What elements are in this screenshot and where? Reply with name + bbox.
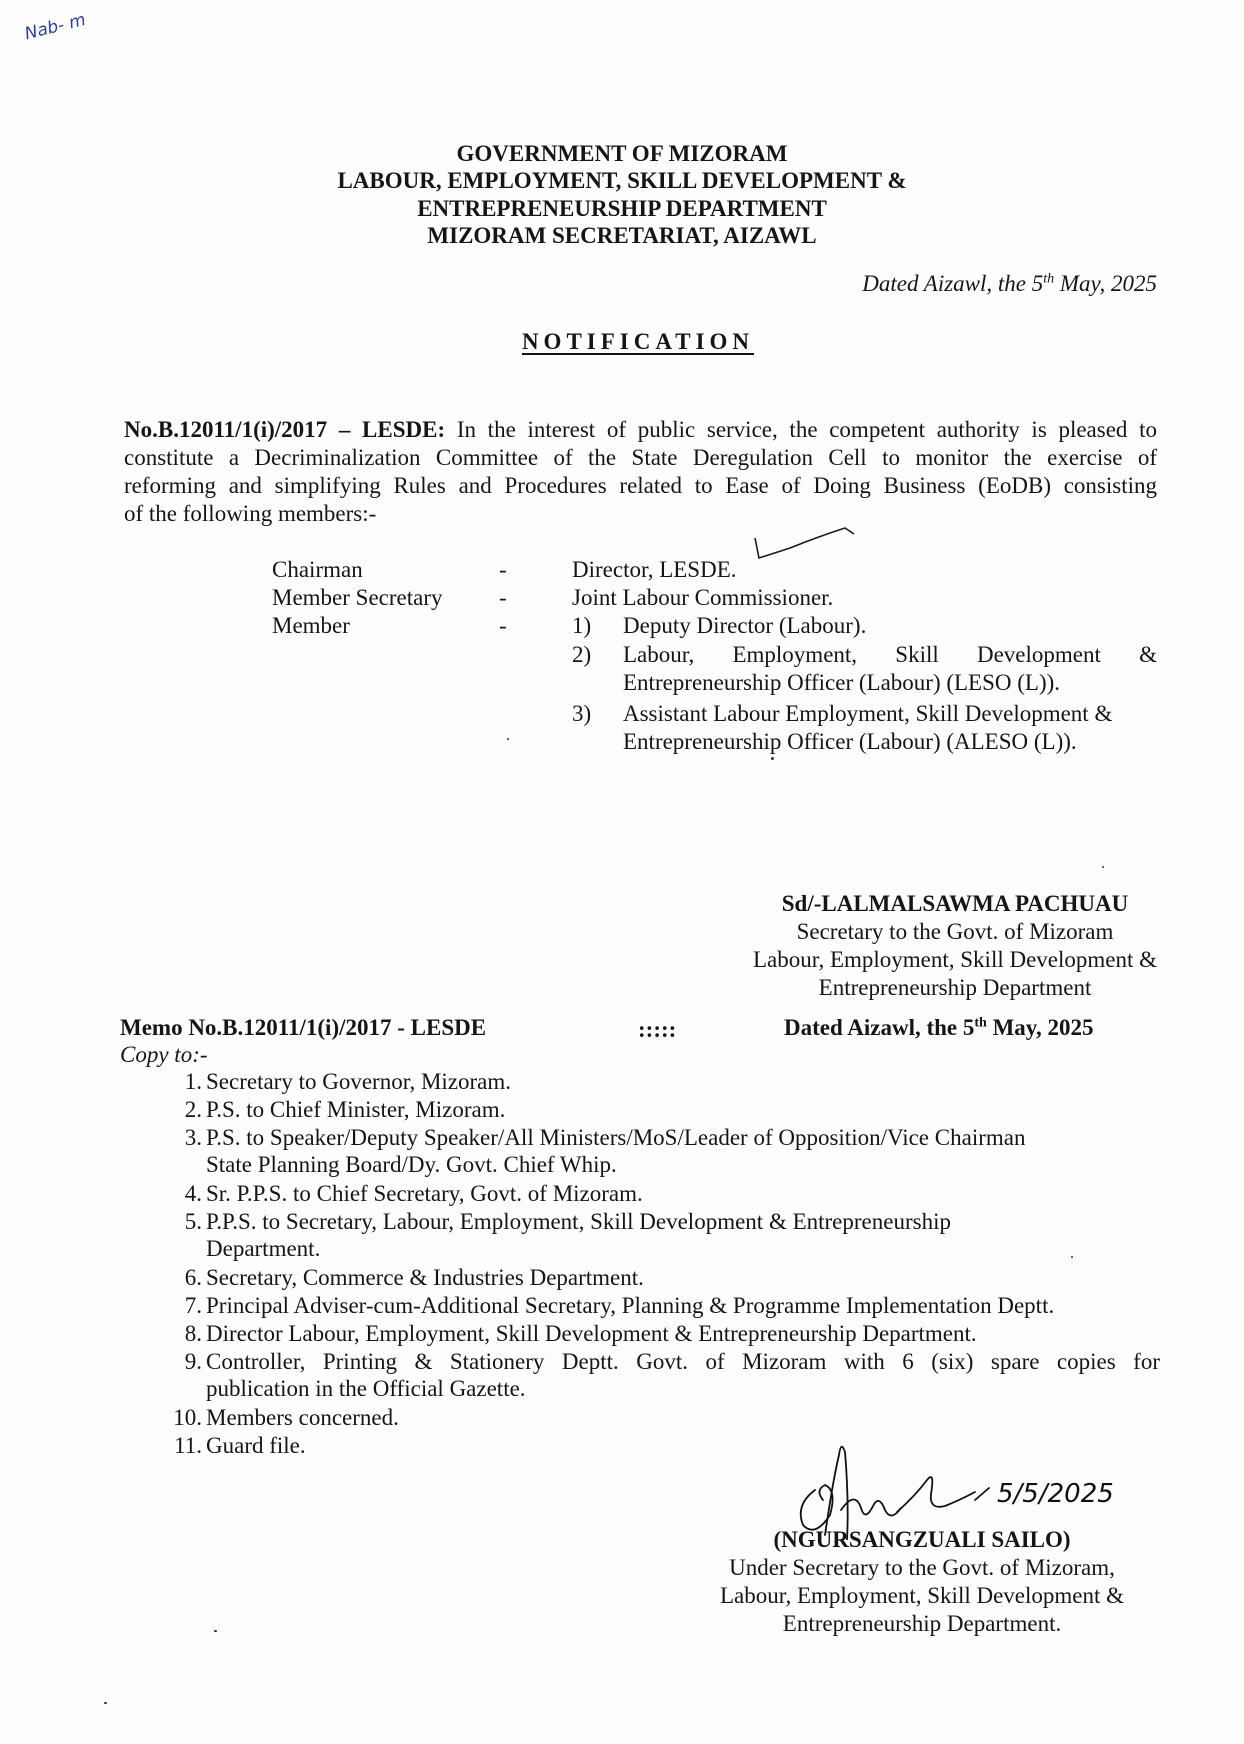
signatory1-designation: Secretary to the Govt. of Mizoram <box>796 919 1114 944</box>
notification-paragraph-line2: constitute a Decriminalization Committee of the State Deregulation Cell to monitor the exercise of <box>124 445 1157 470</box>
member-item-3-line1: Assistant Labour Employment, Skill Development & <box>623 701 1113 726</box>
notification-title: NOTIFICATION <box>521 329 755 354</box>
member-role: Member <box>272 613 350 638</box>
chairman-dash: - <box>499 557 507 582</box>
member-item-3-line2: Entrepreneurship Officer (Labour) (ALESO (L)). <box>623 729 1077 754</box>
member-item-2-line1: Labour, Employment, Skill Development & <box>623 642 1157 667</box>
member-secretary-value: Joint Labour Commissioner. <box>572 585 834 610</box>
member-secretary-role: Member Secretary <box>272 585 443 610</box>
handwritten-signature <box>775 1430 1125 1540</box>
copy-list-item-text: Director Labour, Employment, Skill Development & Entrepreneurship Department. <box>206 1321 977 1346</box>
date-suffix: May, 2025 <box>1054 271 1157 296</box>
memo-date-suffix: May, 2025 <box>986 1015 1094 1040</box>
copy-list-item-text-continued: State Planning Board/Dy. Govt. Chief Whip. <box>206 1152 617 1177</box>
signature-date: 5/5/2025 <box>997 1479 1114 1509</box>
notification-date <box>700 270 1157 297</box>
chairman-role: Chairman <box>272 557 363 582</box>
scan-speck <box>507 738 509 740</box>
handwritten-margin-note: Nab- m <box>22 9 88 45</box>
copy-list-item-number: 6. <box>184 1265 202 1290</box>
copy-list-item-text: Principal Adviser-cum-Additional Secretary, Planning & Programme Implementation Deptt. <box>206 1293 1055 1318</box>
copy-list-item-text: Secretary, Commerce & Industries Department. <box>206 1265 644 1290</box>
copy-list-item-number: 11. <box>174 1433 202 1458</box>
signatory2-designation: Under Secretary to the Govt. of Mizoram, <box>729 1555 1115 1580</box>
header-secretariat: MIZORAM SECRETARIAT, AIZAWL <box>427 223 817 248</box>
signatory1-name: Sd/-LALMALSAWMA PACHUAU <box>781 891 1129 916</box>
copy-list-item-text: P.P.S. to Secretary, Labour, Employment, Skill Development & Entrepreneurship <box>206 1209 951 1234</box>
signatory2-name: (NGURSANGZUALI SAILO) <box>773 1527 1071 1552</box>
header-department-line2: ENTREPRENEURSHIP DEPARTMENT <box>417 196 827 221</box>
copy-list-item-text: Controller, Printing & Stationery Deptt. Govt. of Mizoram with 6 (six) spare copies for <box>206 1349 1160 1374</box>
header-department-line1: LABOUR, EMPLOYMENT, SKILL DEVELOPMENT & <box>337 168 907 193</box>
scan-speck <box>104 1702 107 1704</box>
member-item-2-num: 2) <box>572 642 592 667</box>
copy-list-item-number: 9. <box>184 1349 202 1374</box>
copy-list-item-number: 7. <box>184 1293 202 1318</box>
notification-text-line1: In the interest of public service, the competent authority is pleased to <box>456 417 1157 442</box>
memo-date <box>784 1014 1094 1041</box>
member-item-3-num: 3) <box>572 701 592 726</box>
copy-to-label: Copy to:- <box>120 1042 208 1067</box>
copy-list-item-text: Guard file. <box>206 1433 306 1458</box>
copy-list-item-number: 10. <box>173 1405 202 1430</box>
copy-list-item-text-continued: publication in the Official Gazette. <box>206 1376 526 1401</box>
member-dash: - <box>499 613 507 638</box>
notification-paragraph-line1 <box>124 416 1157 444</box>
copy-list-item-number: 8. <box>184 1321 202 1346</box>
copy-list-item-text: Members concerned. <box>206 1405 399 1430</box>
copy-list-item-number: 5. <box>184 1209 202 1234</box>
member-item-1-text: Deputy Director (Labour). <box>623 613 867 638</box>
copy-list-item-number: 3. <box>184 1125 202 1150</box>
notification-paragraph-line3: reforming and simplifying Rules and Procedures related to Ease of Doing Business (EoDB) consisting <box>124 473 1157 498</box>
scan-speck <box>1102 866 1104 868</box>
copy-list-item-text: P.S. to Speaker/Deputy Speaker/All Ministers/MoS/Leader of Opposition/Vice Chairman <box>206 1125 1026 1150</box>
signatory2-department-line2: Entrepreneurship Department. <box>782 1611 1062 1636</box>
copy-list-item-text: Secretary to Governor, Mizoram. <box>206 1069 511 1094</box>
memo-number: Memo No.B.12011/1(i)/2017 - LESDE <box>120 1015 487 1040</box>
memo-separator: ::::: <box>638 1017 677 1042</box>
memo-date-prefix: Dated Aizawl, the 5 <box>784 1015 975 1040</box>
date-sup: th <box>1043 271 1055 287</box>
member-item-2-line2: Entrepreneurship Officer (Labour) (LESO (L)). <box>623 670 1061 695</box>
member-secretary-dash: - <box>499 585 507 610</box>
copy-list-item-text: Sr. P.P.S. to Chief Secretary, Govt. of Mizoram. <box>206 1181 643 1206</box>
notification-number: No.B.12011/1(i)/2017 – LESDE: <box>124 417 446 442</box>
signatory2-department-line1: Labour, Employment, Skill Development & <box>719 1583 1125 1608</box>
scan-speck <box>1071 1256 1073 1258</box>
copy-list-item-number: 2. <box>184 1097 202 1122</box>
scan-speck <box>214 1630 217 1632</box>
copy-list-item-text: P.S. to Chief Minister, Mizoram. <box>206 1097 506 1122</box>
copy-list-item-number: 1. <box>184 1069 202 1094</box>
header-government: GOVERNMENT OF MIZORAM <box>456 141 788 166</box>
date-prefix: Dated Aizawl, the 5 <box>862 271 1044 296</box>
signatory1-department-line1: Labour, Employment, Skill Development & <box>752 947 1158 972</box>
notification-paragraph-line4: of the following members:- <box>124 501 377 526</box>
memo-date-sup: th <box>974 1015 987 1031</box>
chairman-value: Director, LESDE. <box>572 557 737 582</box>
tick-mark-icon <box>750 518 860 568</box>
scan-speck <box>771 757 774 760</box>
signatory1-department-line2: Entrepreneurship Department <box>818 975 1092 1000</box>
copy-list-item-text-continued: Department. <box>206 1236 321 1261</box>
member-item-1-num: 1) <box>572 613 592 638</box>
copy-list-item-number: 4. <box>184 1181 202 1206</box>
